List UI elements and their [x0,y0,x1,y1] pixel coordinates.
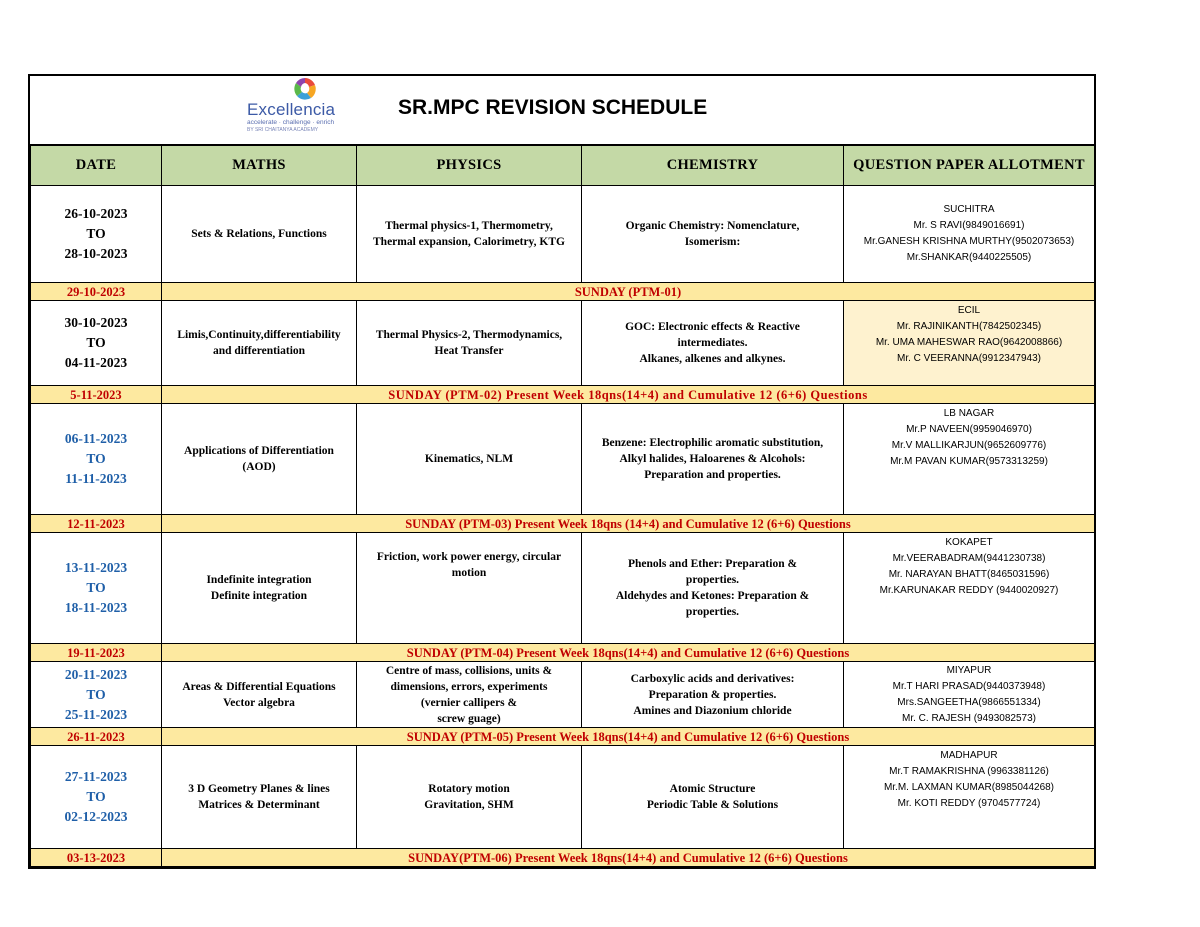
chemistry-topic [582,186,844,283]
physics-line: Heat Transfer [434,345,504,357]
maths-topic [162,662,357,728]
week-row [31,662,1095,728]
date-to: 28-10-2023 [64,246,128,261]
table-header-row [31,146,1095,186]
week-row [31,746,1095,849]
week-date-cell [31,186,162,283]
date-from: 30-10-2023 [64,315,128,330]
week-date-cell [31,404,162,515]
chemistry-line: GOC: Electronic effects & Reactive [625,321,800,333]
physics-line: Thermal expansion, Calorimetry, KTG [373,236,565,248]
chemistry-topic [582,404,844,515]
sunday-row [31,849,1095,867]
allotment-teacher: Mr. KOTI REDDY (9704577724) [897,798,1041,809]
maths-line: Areas & Differential Equations [182,680,336,693]
date-from: 06-11-2023 [64,431,128,446]
chemistry-topic [582,662,844,728]
col-header-allotment: QUESTION PAPER ALLOTMENT [844,146,1095,186]
sunday-row [31,515,1095,533]
chemistry-topic [582,746,844,849]
date-to: 25-11-2023 [64,706,128,722]
sunday-note: SUNDAY (PTM-03) Present Week 18qns (14+4) and Cumulative 12 (6+6) Questions [162,515,1095,533]
sunday-note: SUNDAY (PTM-02) Present Week 18qns(14+4) and Cumulative 12 (6+6) Questions [162,386,1095,404]
col-header-chemistry: CHEMISTRY [582,146,844,186]
sunday-row [31,644,1095,662]
week-date-cell [31,533,162,644]
physics-line: Kinematics, NLM [424,453,514,465]
physics-topic [357,533,582,644]
physics-line: (vernier callipers & [420,696,518,709]
sunday-date: 03-13-2023 [31,849,162,867]
maths-line: Applications of Differentiation [184,445,334,457]
allotment-teacher: Mr.M. LAXMAN KUMAR(8985044268) [883,782,1055,793]
sunday-note: SUNDAY(PTM-06) Present Week 18qns(14+4) and Cumulative 12 (6+6) Questions [162,849,1095,867]
week-date-cell [31,301,162,386]
allotment-teacher: Mr. C. RAJESH (9493082573) [902,713,1036,724]
maths-topic [162,404,357,515]
maths-line: Vector algebra [223,696,295,709]
chemistry-line: Organic Chemistry: Nomenclature, [625,220,800,232]
date-from: 13-11-2023 [64,560,128,575]
physics-line: Thermal Physics-2, Thermodynamics, [375,329,563,341]
date-to: 11-11-2023 [65,471,127,486]
allotment-branch: MIYAPUR [946,665,992,676]
week-row [31,404,1095,515]
logo-tagline: accelerate · challenge · enrich [247,119,335,126]
chemistry-line: Preparation and properties. [644,469,781,481]
chemistry-line: Preparation & properties. [648,688,777,701]
sunday-note: SUNDAY (PTM-05) Present Week 18qns(14+4) and Cumulative 12 (6+6) Questions [162,728,1095,746]
allotment-teacher: Mr.V MALLIKARJUN(9652609776) [891,440,1047,451]
physics-line: Gravitation, SHM [424,799,514,811]
chemistry-line: Benzene: Electrophilic aromatic substitution, [601,437,824,449]
allotment-cell [844,662,1095,728]
chemistry-line: Aldehydes and Ketones: Preparation & [615,590,810,602]
sunday-date: 29-10-2023 [31,283,162,301]
week-row [31,533,1095,644]
physics-topic [357,404,582,515]
date-to-label: TO [86,580,106,595]
chemistry-line: Alkanes, alkenes and alkynes. [639,353,786,365]
logo-wordmark: Excellencia [247,100,336,119]
allotment-branch: KOKAPET [945,537,993,548]
physics-line: Friction, work power energy, circular [376,551,562,563]
physics-line: Centre of mass, collisions, units & [385,664,553,677]
allotment-teacher: Mr.VEERABADRAM(9441230738) [892,553,1046,564]
sunday-date: 26-11-2023 [31,728,162,746]
chemistry-line: properties. [685,606,740,618]
chemistry-line: Periodic Table & Solutions [646,799,779,811]
date-to-label: TO [86,226,106,241]
sunday-note: SUNDAY (PTM-04) Present Week 18qns(14+4) and Cumulative 12 (6+6) Questions [162,644,1095,662]
week-date-cell [31,746,162,849]
allotment-cell [844,186,1095,283]
date-to-label: TO [86,789,106,804]
col-header-date: DATE [31,146,162,186]
sunday-date: 19-11-2023 [31,644,162,662]
chemistry-line: Alkyl halides, Haloarenes & Alcohols: [619,453,806,465]
excellencia-logo [247,76,367,138]
date-to: 02-12-2023 [64,809,128,824]
physics-line: screw guage) [437,712,501,725]
week-row [31,301,1095,386]
maths-line: Sets & Relations, Functions [191,228,327,240]
allotment-cell [844,746,1095,849]
week-row [31,186,1095,283]
allotment-teacher: Mr.M PAVAN KUMAR(9573313259) [890,456,1048,467]
chemistry-topic [582,533,844,644]
physics-topic [357,662,582,728]
chemistry-line: Amines and Diazonium chloride [633,704,792,717]
date-to: 04-11-2023 [64,355,128,370]
allotment-teacher: Mr.T HARI PRASAD(9440373948) [892,681,1046,692]
allotment-branch: MADHAPUR [940,750,998,761]
allotment-cell [844,404,1095,515]
physics-line: Rotatory motion [428,783,510,795]
chemistry-line: Atomic Structure [669,783,756,795]
chemistry-line: intermediates. [677,337,748,349]
chemistry-line: Isomerism: [684,236,741,248]
maths-line: (AOD) [242,461,276,473]
physics-line: dimensions, errors, experiments [390,680,548,693]
maths-line: Limis,Continuity,differentiability [177,329,341,341]
chemistry-line: Phenols and Ether: Preparation & [627,558,798,570]
col-header-physics: PHYSICS [357,146,582,186]
allotment-teacher: Mr.SHANKAR(9440225505) [906,252,1032,263]
allotment-teacher: Mrs.SANGEETHA(9866551334) [897,697,1041,708]
revision-schedule-sheet [28,74,1096,869]
week-date-cell [31,662,162,728]
allotment-cell [844,533,1095,644]
maths-line: Definite integration [210,590,308,602]
date-to-label: TO [86,451,106,466]
sunday-date: 5-11-2023 [31,386,162,404]
allotment-branch: LB NAGAR [943,408,995,419]
sunday-row [31,283,1095,301]
allotment-teacher: Mr.GANESH KRISHNA MURTHY(9502073653) [863,236,1075,247]
maths-line: 3 D Geometry Planes & lines [188,783,330,795]
date-from: 26-10-2023 [64,206,128,221]
allotment-teacher: Mr. UMA MAHESWAR RAO(9642008866) [875,337,1063,348]
maths-line: Matrices & Determinant [198,799,320,811]
date-from: 20-11-2023 [64,666,128,682]
physics-line: Thermal physics-1, Thermometry, [385,220,553,232]
sunday-note: SUNDAY (PTM-01) [162,283,1095,301]
allotment-teacher: Mr. S RAVI(9849016691) [913,220,1025,231]
allotment-branch: SUCHITRA [943,204,995,215]
sunday-date: 12-11-2023 [31,515,162,533]
title-row [30,76,1094,145]
maths-line: Indefinite integration [206,574,312,586]
maths-line: and differentiation [212,345,306,357]
maths-topic [162,301,357,386]
allotment-teacher: Mr. C VEERANNA(9912347943) [897,353,1041,364]
allotment-cell [844,301,1095,386]
physics-topic [357,301,582,386]
allotment-teacher: Mr.KARUNAKAR REDDY (9440020927) [879,585,1059,596]
schedule-table [30,145,1095,867]
allotment-teacher: Mr.P NAVEEN(9959046970) [906,424,1032,435]
physics-topic [357,186,582,283]
date-to: 18-11-2023 [64,600,128,615]
chemistry-line: properties. [685,574,740,586]
col-header-maths: MATHS [162,146,357,186]
allotment-teacher: Mr.T RAMAKRISHNA (9963381126) [889,766,1049,777]
maths-topic [162,186,357,283]
date-to-label: TO [86,686,106,702]
maths-topic [162,746,357,849]
chemistry-topic [582,301,844,386]
physics-topic [357,746,582,849]
physics-line: motion [451,567,487,579]
allotment-teacher: Mr. NARAYAN BHATT(8465031596) [888,569,1050,580]
sunday-row [31,728,1095,746]
maths-topic [162,533,357,644]
logo-subline: BY SRI CHAITANYA ACADEMY [247,127,319,133]
allotment-teacher: Mr. RAJINIKANTH(7842502345) [896,321,1042,332]
page-title: SR.MPC REVISION SCHEDULE [398,96,708,119]
sunday-row [31,386,1095,404]
chemistry-line: Carboxylic acids and derivatives: [630,672,795,685]
date-from: 27-11-2023 [64,769,128,784]
allotment-branch: ECIL [957,305,981,316]
date-to-label: TO [86,335,106,350]
